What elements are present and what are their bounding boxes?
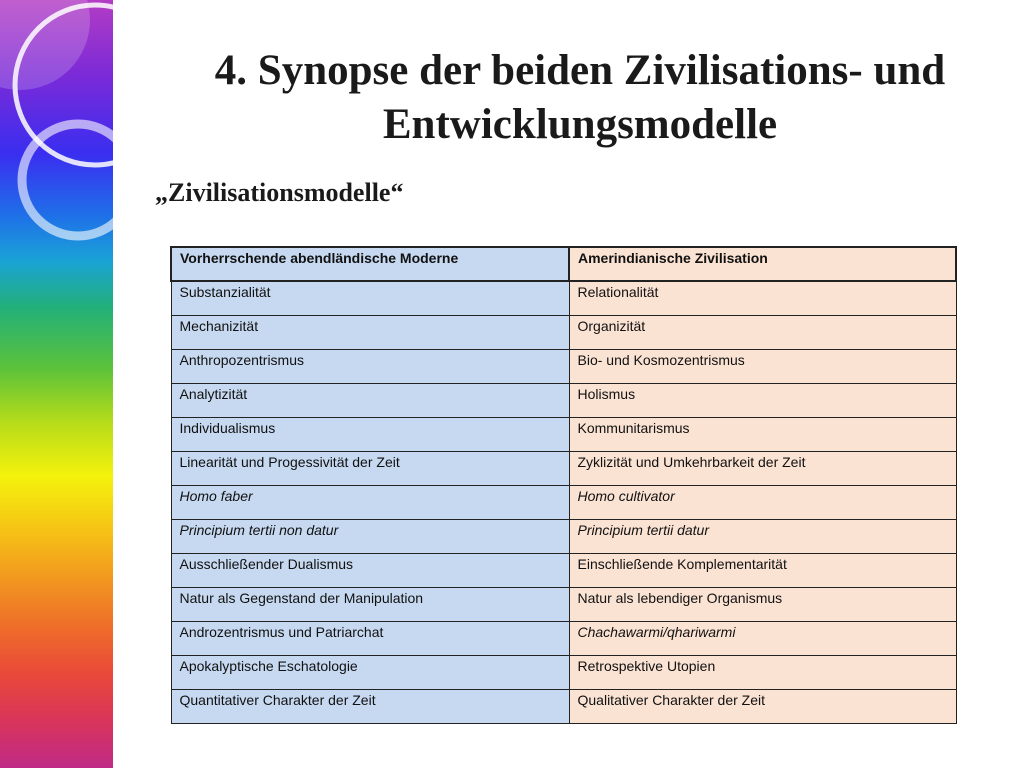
western-modernity-cell: Quantitativer Charakter der Zeit [171, 690, 569, 724]
western-modernity-cell: Principium tertii non datur [171, 520, 569, 554]
table-row [171, 452, 956, 486]
amerindian-civilization-cell: Relationalität [569, 281, 956, 316]
amerindian-civilization-cell: Kommunitarismus [569, 418, 956, 452]
western-modernity-cell: Apokalyptische Eschatologie [171, 656, 569, 690]
western-modernity-cell: Ausschließender Dualismus [171, 554, 569, 588]
title-line-2: Entwicklungsmodelle [382, 101, 778, 148]
decorative-rings [0, 0, 113, 768]
table-row [171, 588, 956, 622]
western-modernity-cell: Individualismus [171, 418, 569, 452]
title-line-1: 4. Synopse der beiden Zivilisations- und [214, 47, 946, 94]
western-modernity-cell: Androzentrismus und Patriarchat [171, 622, 569, 656]
table-row [171, 554, 956, 588]
table-row [171, 486, 956, 520]
amerindian-civilization-cell: Chachawarmi/qhariwarmi [569, 622, 956, 656]
western-modernity-cell: Substanzialität [171, 281, 569, 316]
table-row [171, 418, 956, 452]
western-modernity-cell: Linearität und Progessivität der Zeit [171, 452, 569, 486]
table-row [171, 690, 956, 724]
table-header-row [171, 247, 956, 281]
amerindian-civilization-cell: Homo cultivator [569, 486, 956, 520]
amerindian-civilization-cell: Zyklizität und Umkehrbarkeit der Zeit [569, 452, 956, 486]
western-modernity-cell: Anthropozentrismus [171, 350, 569, 384]
amerindian-civilization-cell: Organizität [569, 316, 956, 350]
table-row [171, 656, 956, 690]
page-title [150, 44, 1010, 152]
table-row [171, 281, 956, 316]
header-western-modernity: Vorherrschende abendländische Moderne [171, 247, 569, 281]
synopsis-table [170, 246, 957, 724]
amerindian-civilization-cell: Natur als lebendiger Organismus [569, 588, 956, 622]
western-modernity-cell: Homo faber [171, 486, 569, 520]
western-modernity-cell: Natur als Gegenstand der Manipulation [171, 588, 569, 622]
table-body [171, 281, 956, 724]
western-modernity-cell: Analytizität [171, 384, 569, 418]
western-modernity-cell: Mechanizität [171, 316, 569, 350]
header-amerindian-civilization: Amerindianische Zivilisation [569, 247, 956, 281]
amerindian-civilization-cell: Principium tertii datur [569, 520, 956, 554]
amerindian-civilization-cell: Qualitativer Charakter der Zeit [569, 690, 956, 724]
rainbow-sidebar-decoration [0, 0, 113, 768]
amerindian-civilization-cell: Holismus [569, 384, 956, 418]
table-row [171, 622, 956, 656]
amerindian-civilization-cell: Einschließende Komplementarität [569, 554, 956, 588]
section-subtitle: „Zivilisationsmodelle“ [155, 178, 404, 207]
table-row [171, 520, 956, 554]
table-row [171, 316, 956, 350]
table-row [171, 350, 956, 384]
table-row [171, 384, 956, 418]
amerindian-civilization-cell: Bio- und Kosmozentrismus [569, 350, 956, 384]
amerindian-civilization-cell: Retrospektive Utopien [569, 656, 956, 690]
